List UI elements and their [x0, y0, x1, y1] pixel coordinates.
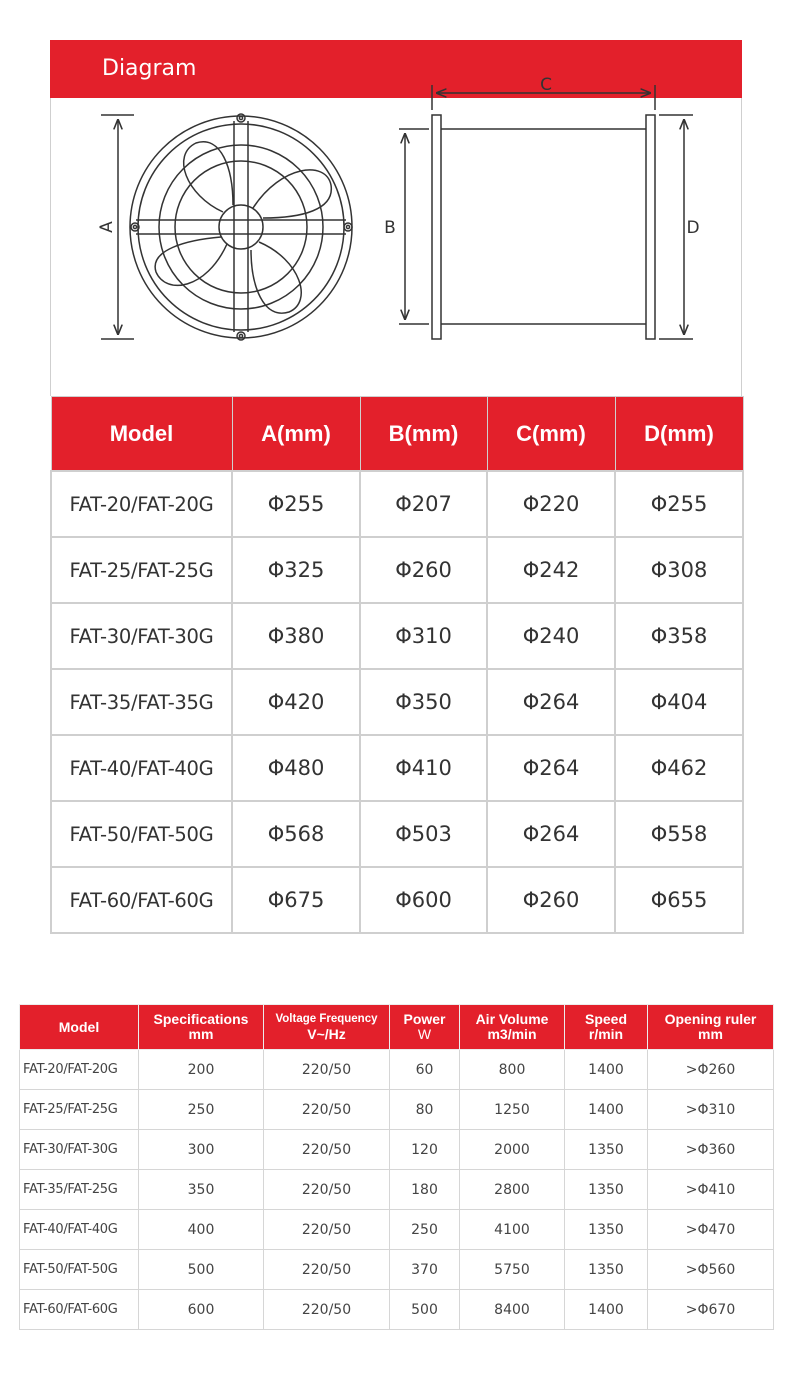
value-cell: 1400 [565, 1290, 648, 1330]
model-cell: FAT-40/FAT-40G [20, 1210, 139, 1250]
value-cell: 600 [139, 1290, 264, 1330]
value-cell: 1400 [565, 1090, 648, 1130]
value-cell: 300 [139, 1130, 264, 1170]
value-cell: 4100 [460, 1210, 565, 1250]
model-cell: FAT-20/FAT-20G [51, 471, 232, 537]
value-cell: Φ325 [232, 537, 360, 603]
table-row [20, 1290, 774, 1330]
model-cell: FAT-50/FAT-50G [51, 801, 232, 867]
value-cell: 2800 [460, 1170, 565, 1210]
value-cell: Φ420 [232, 669, 360, 735]
value-cell: 2000 [460, 1130, 565, 1170]
model-cell: FAT-40/FAT-40G [51, 735, 232, 801]
fan-front-view [101, 114, 352, 340]
value-cell: Φ255 [232, 471, 360, 537]
value-cell: >Φ560 [648, 1250, 774, 1290]
value-cell: 220/50 [264, 1250, 390, 1290]
value-cell: Φ260 [360, 537, 487, 603]
value-cell: Φ655 [615, 867, 743, 933]
dim-label-c: C [540, 75, 552, 95]
value-cell: >Φ670 [648, 1290, 774, 1330]
table-row [20, 1250, 774, 1290]
col-header-model: Model [20, 1005, 139, 1050]
value-cell: Φ220 [487, 471, 615, 537]
value-cell: Φ242 [487, 537, 615, 603]
table-row [20, 1210, 774, 1250]
value-cell: 200 [139, 1050, 264, 1090]
specifications-header-row [20, 1005, 774, 1050]
table-row [20, 1050, 774, 1090]
fan-diagram [50, 75, 742, 396]
value-cell: Φ462 [615, 735, 743, 801]
value-cell: Φ264 [487, 801, 615, 867]
value-cell: Φ600 [360, 867, 487, 933]
value-cell: >Φ470 [648, 1210, 774, 1250]
table-row [51, 669, 743, 735]
value-cell: >Φ360 [648, 1130, 774, 1170]
value-cell: Φ558 [615, 801, 743, 867]
value-cell: Φ308 [615, 537, 743, 603]
value-cell: 1350 [565, 1170, 648, 1210]
value-cell: 220/50 [264, 1210, 390, 1250]
value-cell: Φ410 [360, 735, 487, 801]
table-row [20, 1170, 774, 1210]
col-header-air-volume: Air Volume m3/min [460, 1005, 565, 1050]
value-cell: 1400 [565, 1050, 648, 1090]
col-header-voltage-frequency: Voltage Frequency V~/Hz [264, 1005, 390, 1050]
value-cell: 400 [139, 1210, 264, 1250]
value-cell: Φ255 [615, 471, 743, 537]
table-row [51, 603, 743, 669]
model-cell: FAT-60/FAT-60G [20, 1290, 139, 1330]
dim-label-a: A [97, 221, 117, 233]
col-header-model: Model [51, 397, 232, 472]
value-cell: 1250 [460, 1090, 565, 1130]
model-cell: FAT-30/FAT-30G [20, 1130, 139, 1170]
value-cell: 120 [390, 1130, 460, 1170]
value-cell: >Φ260 [648, 1050, 774, 1090]
value-cell: Φ350 [360, 669, 487, 735]
table-row [51, 471, 743, 537]
model-cell: FAT-35/FAT-25G [20, 1170, 139, 1210]
value-cell: 220/50 [264, 1090, 390, 1130]
value-cell: Φ310 [360, 603, 487, 669]
value-cell: 180 [390, 1170, 460, 1210]
value-cell: 250 [139, 1090, 264, 1130]
value-cell: Φ568 [232, 801, 360, 867]
value-cell: Φ480 [232, 735, 360, 801]
value-cell: 5750 [460, 1250, 565, 1290]
value-cell: >Φ310 [648, 1090, 774, 1130]
col-header-specifications: Specifications mm [139, 1005, 264, 1050]
table-row [51, 537, 743, 603]
model-cell: FAT-20/FAT-20G [20, 1050, 139, 1090]
table-row [20, 1130, 774, 1170]
value-cell: Φ503 [360, 801, 487, 867]
table-row [51, 867, 743, 933]
value-cell: 8400 [460, 1290, 565, 1330]
col-header-power: Power W [390, 1005, 460, 1050]
table-row [51, 735, 743, 801]
value-cell: 1350 [565, 1130, 648, 1170]
diagram-header: Diagram [50, 40, 742, 98]
model-cell: FAT-60/FAT-60G [51, 867, 232, 933]
dim-label-d: D [686, 218, 700, 238]
value-cell: 1350 [565, 1210, 648, 1250]
value-cell: Φ675 [232, 867, 360, 933]
value-cell: 500 [390, 1290, 460, 1330]
value-cell: 370 [390, 1250, 460, 1290]
col-header-a: A(mm) [232, 397, 360, 472]
value-cell: 500 [139, 1250, 264, 1290]
dimensions-table [50, 396, 744, 934]
model-cell: FAT-25/FAT-25G [20, 1090, 139, 1130]
value-cell: 60 [390, 1050, 460, 1090]
dimensions-header-row [51, 397, 743, 472]
value-cell: 220/50 [264, 1050, 390, 1090]
value-cell: Φ207 [360, 471, 487, 537]
table-row [51, 801, 743, 867]
value-cell: Φ380 [232, 603, 360, 669]
col-header-b: B(mm) [360, 397, 487, 472]
diagram-section [50, 40, 742, 934]
fan-diagram-drawing [1, 0, 790, 396]
fan-side-view [399, 85, 693, 339]
model-cell: FAT-50/FAT-50G [20, 1250, 139, 1290]
value-cell: Φ404 [615, 669, 743, 735]
specifications-table [19, 1004, 774, 1330]
value-cell: 80 [390, 1090, 460, 1130]
dim-label-b: B [384, 218, 396, 238]
model-cell: FAT-30/FAT-30G [51, 603, 232, 669]
value-cell: Φ264 [487, 669, 615, 735]
value-cell: 250 [390, 1210, 460, 1250]
value-cell: 220/50 [264, 1290, 390, 1330]
col-header-c: C(mm) [487, 397, 615, 472]
col-header-speed: Speed r/min [565, 1005, 648, 1050]
value-cell: Φ240 [487, 603, 615, 669]
value-cell: Φ260 [487, 867, 615, 933]
value-cell: 800 [460, 1050, 565, 1090]
value-cell: 350 [139, 1170, 264, 1210]
value-cell: Φ358 [615, 603, 743, 669]
value-cell: 220/50 [264, 1170, 390, 1210]
col-header-d: D(mm) [615, 397, 743, 472]
model-cell: FAT-25/FAT-25G [51, 537, 232, 603]
col-header-opening-ruler: Opening ruler mm [648, 1005, 774, 1050]
table-row [20, 1090, 774, 1130]
value-cell: 1350 [565, 1250, 648, 1290]
value-cell: 220/50 [264, 1130, 390, 1170]
model-cell: FAT-35/FAT-35G [51, 669, 232, 735]
value-cell: Φ264 [487, 735, 615, 801]
value-cell: >Φ410 [648, 1170, 774, 1210]
